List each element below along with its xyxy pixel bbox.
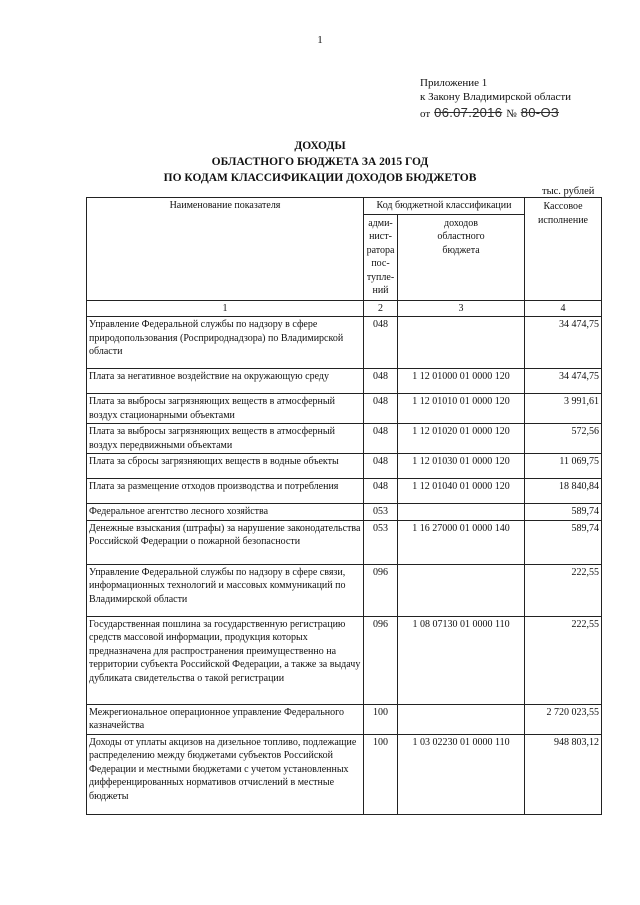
handwritten-law-number: 80-ОЗ [520,105,560,120]
index-row [87,300,602,317]
row-name-cell: Плата за сбросы загрязняющих веществ в водные объекты [87,454,364,479]
row-name-cell: Федеральное агентство лесного хозяйства [87,504,364,521]
row-admin-code-cell: 048 [364,394,398,424]
row-income-code-cell [398,704,525,734]
row-admin-code-cell: 048 [364,369,398,394]
row-income-code-cell: 1 12 01040 01 0000 120 [398,479,525,504]
header-cash-execution: Кассовое исполнение [525,198,602,301]
appendix-date-line [420,106,571,121]
table-row [87,454,602,479]
row-admin-code-cell: 053 [364,520,398,564]
table-row [87,564,602,616]
title-line-3: ПО КОДАМ КЛАССИФИКАЦИИ ДОХОДОВ БЮДЖЕТОВ [163,172,477,184]
row-value-cell: 18 840,84 [525,479,602,504]
row-name-cell: Плата за негативное воздействие на окружающую среду [87,369,364,394]
index-cell: 4 [525,300,602,317]
row-value-cell: 2 720 023,55 [525,704,602,734]
table-header-row [87,198,602,215]
title-line-2: ОБЛАСТНОГО БЮДЖЕТА ЗА 2015 ГОД [211,156,429,168]
row-admin-code-cell: 048 [364,424,398,454]
header-admin: адми-нист-ратора пос-тупле-ний [364,214,398,300]
row-name-cell: Управление Федеральной службы по надзору в сфере природопользования (Росприроднадзора) по Владимирской области [87,317,364,369]
appendix-block [420,76,571,121]
row-value-cell: 589,74 [525,504,602,521]
revenue-table [86,197,602,815]
handwritten-date: 06.07.2016 [434,105,503,120]
row-value-cell: 3 991,61 [525,394,602,424]
header-code-group: Код бюджетной классификации [364,198,525,215]
row-admin-code-cell: 100 [364,704,398,734]
table-row [87,504,602,521]
row-value-cell: 11 069,75 [525,454,602,479]
row-value-cell: 572,56 [525,424,602,454]
date-prefix: от [420,108,431,120]
row-admin-code-cell: 048 [364,479,398,504]
index-cell: 1 [87,300,364,317]
table-row [87,616,602,704]
row-income-code-cell: 1 16 27000 01 0000 140 [398,520,525,564]
row-admin-code-cell: 048 [364,454,398,479]
row-income-code-cell: 1 12 01010 01 0000 120 [398,394,525,424]
header-income: доходов областного бюджета [398,214,525,300]
title-line-1: ДОХОДЫ [294,140,346,152]
document-title [0,138,640,186]
index-cell: 2 [364,300,398,317]
row-admin-code-cell: 096 [364,616,398,704]
row-admin-code-cell: 053 [364,504,398,521]
row-value-cell: 222,55 [525,616,602,704]
row-name-cell: Межрегиональное операционное управление Федерального казначейства [87,704,364,734]
appendix-line-1: Приложение 1 [420,77,488,89]
row-name-cell: Управление Федеральной службы по надзору в сфере связи, информационных технологий и массовых коммуникаций по Владимирской области [87,564,364,616]
appendix-line-2: к Закону Владимирской области [420,91,572,103]
row-value-cell: 222,55 [525,564,602,616]
row-income-code-cell: 1 03 02230 01 0000 110 [398,734,525,814]
table-row [87,520,602,564]
row-value-cell: 34 474,75 [525,317,602,369]
table-body [87,317,602,815]
row-value-cell: 948 803,12 [525,734,602,814]
row-income-code-cell [398,504,525,521]
row-income-code-cell: 1 12 01000 01 0000 120 [398,369,525,394]
row-income-code-cell: 1 08 07130 01 0000 110 [398,616,525,704]
table-row [87,479,602,504]
index-cell: 3 [398,300,525,317]
table-row [87,317,602,369]
table-row [87,734,602,814]
row-name-cell: Плата за выбросы загрязняющих веществ в атмосферный воздух стационарными объектами [87,394,364,424]
number-sign: № [506,108,517,120]
row-name-cell: Государственная пошлина за государственную регистрацию средств массовой информации, продукция которых предназначена для распространения преимущественно на территории субъекта Российской Федерации, а также за выдачу дубликата свидетельства о такой регистрации [87,616,364,704]
units-label: тыс. рублей [542,186,595,197]
table-row [87,394,602,424]
row-name-cell: Плата за размещение отходов производства и потребления [87,479,364,504]
row-income-code-cell [398,564,525,616]
table-row [87,424,602,454]
row-income-code-cell: 1 12 01030 01 0000 120 [398,454,525,479]
row-admin-code-cell: 100 [364,734,398,814]
table-row [87,369,602,394]
row-value-cell: 589,74 [525,520,602,564]
table-row [87,704,602,734]
page-number: 1 [317,34,323,46]
row-admin-code-cell: 048 [364,317,398,369]
row-name-cell: Денежные взыскания (штрафы) за нарушение законодательства Российской Федерации о пожарной безопасности [87,520,364,564]
row-name-cell: Плата за выбросы загрязняющих веществ в атмосферный воздух передвижными объектами [87,424,364,454]
header-name: Наименование показателя [87,198,364,301]
row-admin-code-cell: 096 [364,564,398,616]
row-income-code-cell: 1 12 01020 01 0000 120 [398,424,525,454]
row-income-code-cell [398,317,525,369]
row-name-cell: Доходы от уплаты акцизов на дизельное топливо, подлежащие распределению между бюджетами субъектов Российской Федерации и местными бюджетами с учетом установленных дифференцированных нормативов отчислений в местные бюджеты [87,734,364,814]
row-value-cell: 34 474,75 [525,369,602,394]
